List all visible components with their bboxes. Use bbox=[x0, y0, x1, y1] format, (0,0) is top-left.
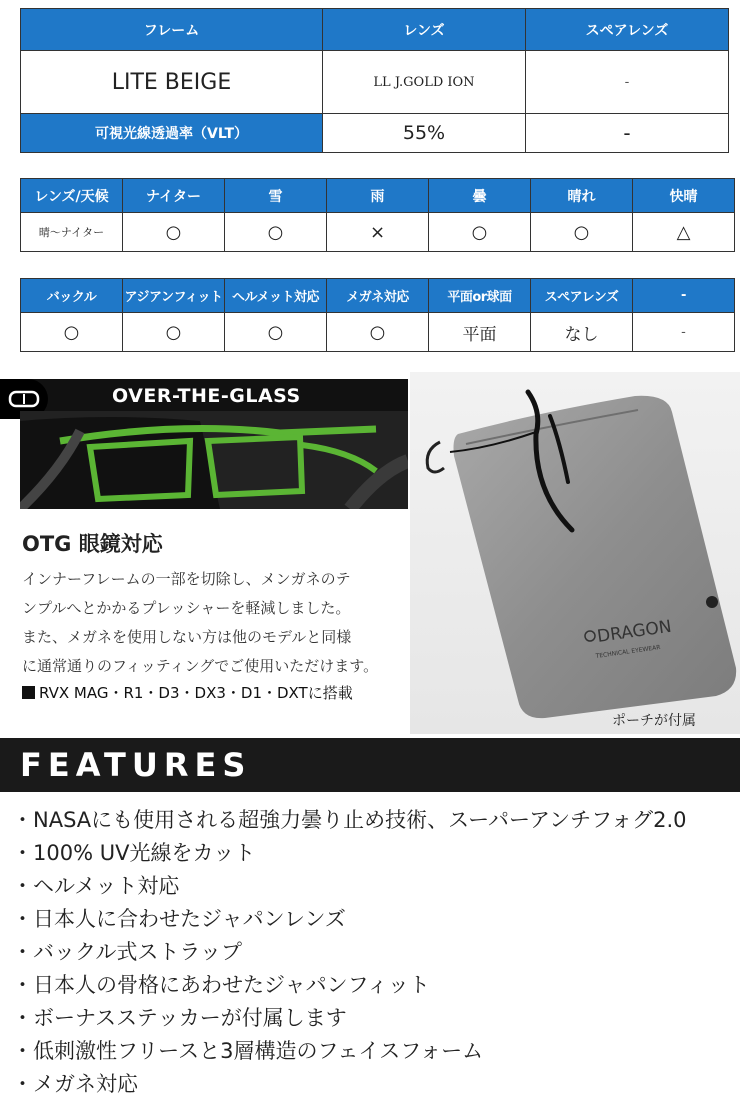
weather-header: 快晴 bbox=[633, 179, 735, 213]
otg-section bbox=[0, 372, 740, 734]
feature-item: ・日本人の骨格にあわせたジャパンフィット bbox=[12, 973, 430, 997]
pouch-brand-sub: TECHNICAL EYEWEAR bbox=[595, 643, 661, 660]
weather-cell: ○ bbox=[123, 213, 225, 252]
otg-description-line: インナーフレームの一部を切除し、メンガネのテ bbox=[22, 570, 351, 588]
feature-table bbox=[20, 278, 735, 352]
otg-banner bbox=[20, 379, 408, 411]
feature-header: バックル bbox=[21, 279, 123, 313]
frame-value: LITE BEIGE bbox=[21, 51, 323, 114]
weather-header: 曇 bbox=[429, 179, 531, 213]
features-title: FEATURES bbox=[20, 746, 252, 784]
feature-header: ヘルメット対応 bbox=[225, 279, 327, 313]
square-bullet-icon bbox=[22, 686, 35, 699]
pouch-photo bbox=[410, 372, 740, 734]
lens-header: レンズ bbox=[323, 9, 526, 51]
otg-models-text: RVX MAG・R1・D3・DX3・D1・DXTに搭載 bbox=[39, 684, 353, 702]
feature-item: ・100% UV光線をカット bbox=[12, 841, 256, 865]
otg-banner-title: OVER-THE-GLASS bbox=[112, 385, 301, 407]
weather-cell: × bbox=[327, 213, 429, 252]
spare-lens-value: - bbox=[526, 51, 729, 114]
feature-item: ・メガネ対応 bbox=[12, 1072, 138, 1096]
weather-cell: ○ bbox=[225, 213, 327, 252]
spare-lens-header: スペアレンズ bbox=[526, 9, 729, 51]
feature-cell: なし bbox=[531, 313, 633, 352]
feature-cell: ○ bbox=[327, 313, 429, 352]
vlt-spare-value: - bbox=[526, 114, 729, 153]
weather-cell: ○ bbox=[429, 213, 531, 252]
feature-cell: ○ bbox=[123, 313, 225, 352]
pouch-caption: ポーチが付属 bbox=[612, 713, 696, 729]
otg-description-line: に通常通りのフィッティングでご使用いただけます。 bbox=[22, 657, 379, 675]
lens-value: LL J.GOLD ION bbox=[323, 51, 526, 114]
vlt-label: 可視光線透過率（VLT） bbox=[21, 114, 323, 153]
weather-header: 雨 bbox=[327, 179, 429, 213]
feature-item: ・日本人に合わせたジャパンレンズ bbox=[12, 907, 346, 931]
otg-heading: OTG 眼鏡対応 bbox=[22, 532, 163, 556]
vlt-value: 55% bbox=[323, 114, 526, 153]
feature-cell: 平面 bbox=[429, 313, 531, 352]
feature-item: ・バックル式ストラップ bbox=[12, 940, 242, 964]
feature-header: スペアレンズ bbox=[531, 279, 633, 313]
weather-cell: △ bbox=[633, 213, 735, 252]
pouch-brand: DRAGON bbox=[595, 616, 673, 647]
pouch-illustration bbox=[410, 372, 740, 734]
weather-cell: ○ bbox=[531, 213, 633, 252]
feature-cell: ○ bbox=[225, 313, 327, 352]
weather-row-label: 晴～ナイター bbox=[21, 213, 123, 252]
feature-header: 平面or球面 bbox=[429, 279, 531, 313]
weather-table bbox=[20, 178, 735, 252]
otg-goggle-photo bbox=[20, 411, 408, 509]
feature-header: メガネ対応 bbox=[327, 279, 429, 313]
otg-description-line: また、メガネを使用しない方は他のモデルと同様 bbox=[22, 628, 352, 646]
feature-item: ・低刺激性フリースと3層構造のフェイスフォーム bbox=[12, 1039, 484, 1063]
feature-item: ・ボーナスステッカーが付属します bbox=[12, 1006, 347, 1030]
spec-table bbox=[20, 8, 729, 153]
otg-models bbox=[22, 682, 353, 703]
feature-list bbox=[12, 804, 687, 1101]
weather-header: レンズ/天候 bbox=[21, 179, 123, 213]
weather-header: ナイター bbox=[123, 179, 225, 213]
weather-header: 晴れ bbox=[531, 179, 633, 213]
feature-item: ・NASAにも使用される超強力曇り止め技術、スーパーアンチフォグ2.0 bbox=[12, 808, 687, 832]
feature-header: - bbox=[633, 279, 735, 313]
feature-cell: ○ bbox=[21, 313, 123, 352]
otg-description-line: ンプルへとかかるプレッシャーを軽減しました。 bbox=[22, 599, 351, 617]
feature-header: アジアンフィット bbox=[123, 279, 225, 313]
features-banner bbox=[0, 738, 740, 792]
weather-header: 雪 bbox=[225, 179, 327, 213]
frame-header: フレーム bbox=[21, 9, 323, 51]
feature-item: ・ヘルメット対応 bbox=[12, 874, 180, 898]
feature-cell: - bbox=[633, 313, 735, 352]
